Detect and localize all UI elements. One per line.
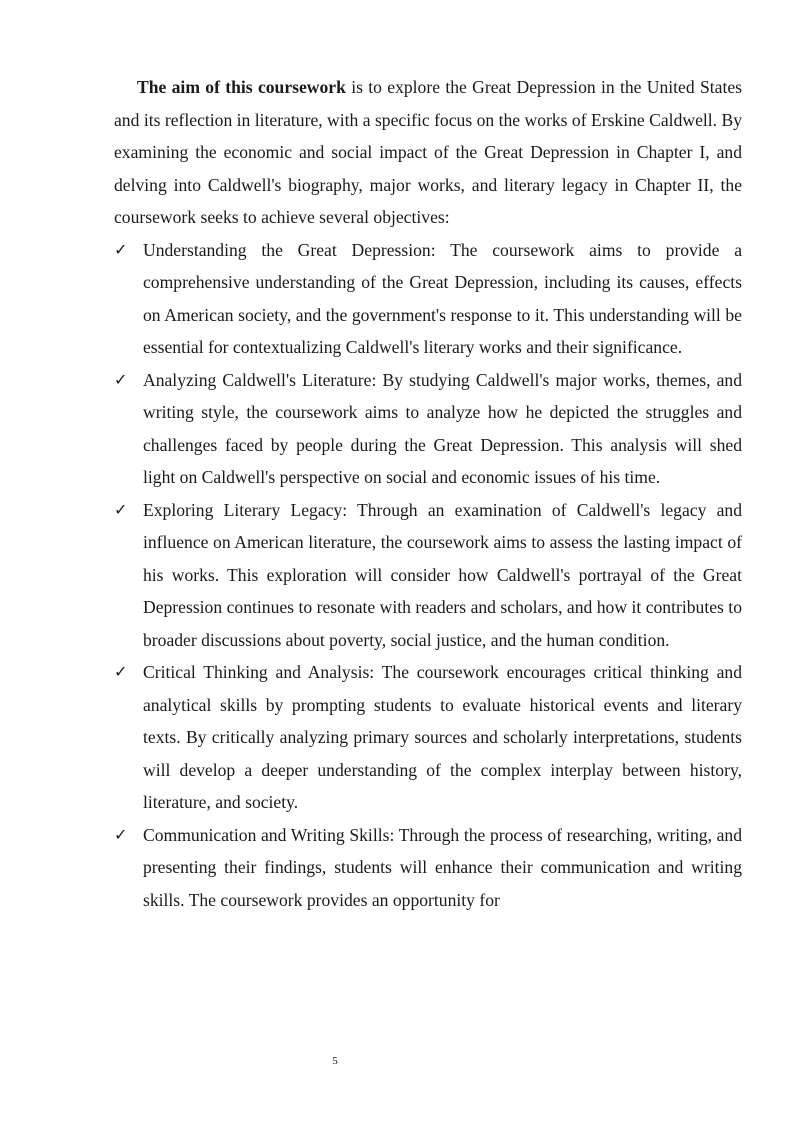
objective-text: Communication and Writing Skills: Through the process of researching, writing, and presenting their findings, students will enhance their communication and writing skills. The coursework provides an opportunity for xyxy=(143,824,742,910)
objective-text: Analyzing Caldwell's Literature: By studying Caldwell's major works, themes, and writing style, the coursework aims to analyze how he depicted the struggles and challenges faced by people during the Great Depression. This analysis will shed light on Caldwell's perspective on social and economic issues of his time. xyxy=(143,369,742,487)
page-number: 5 xyxy=(332,1055,338,1067)
check-mark-icon: ✓ xyxy=(114,239,128,259)
intro-text: is to explore the Great Depression in the United States and its reflection in literature, with a specific focus on the works of Erskine Caldwell. By examining the economic and social impact of the Great Depression in Chapter I, and delving into Caldwell's biography, major works, and literary legacy in Chapter II, the coursework seeks to achieve several objectives: xyxy=(114,77,743,227)
check-mark-icon: ✓ xyxy=(114,369,128,389)
objective-text: Exploring Literary Legacy: Through an examination of Caldwell's legacy and influence on American literature, the coursework aims to assess the lasting impact of his works. This exploration will consider how Caldwell's portrayal of the Great Depression continues to resonate with readers and scholars, and how it contributes to broader discussions about poverty, social justice, and the human condition. xyxy=(143,499,742,650)
objective-item xyxy=(114,656,742,819)
check-mark-icon: ✓ xyxy=(114,499,128,519)
objective-item xyxy=(114,234,742,364)
page-body xyxy=(114,71,742,916)
objective-text: Understanding the Great Depression: The coursework aims to provide a comprehensive understanding of the Great Depression, including its causes, effects on American society, and the government's response to it. This understanding will be essential for contextualizing Caldwell's literary works and their significance. xyxy=(143,239,742,357)
objective-item xyxy=(114,494,742,657)
objective-item xyxy=(114,364,742,494)
check-mark-icon: ✓ xyxy=(114,662,128,681)
objective-text: Critical Thinking and Analysis: The coursework encourages critical thinking and analytical skills by prompting students to evaluate historical events and literary texts. By critically analyzing primary sources and scholarly interpretations, students will develop a deeper understanding of the complex interplay between history, literature, and society. xyxy=(143,662,742,812)
check-mark-icon: ✓ xyxy=(114,824,128,844)
intro-lead-bold: The aim of this coursework xyxy=(137,77,346,97)
objective-item xyxy=(114,819,742,917)
objectives-list xyxy=(114,234,742,917)
intro-paragraph xyxy=(114,71,742,234)
